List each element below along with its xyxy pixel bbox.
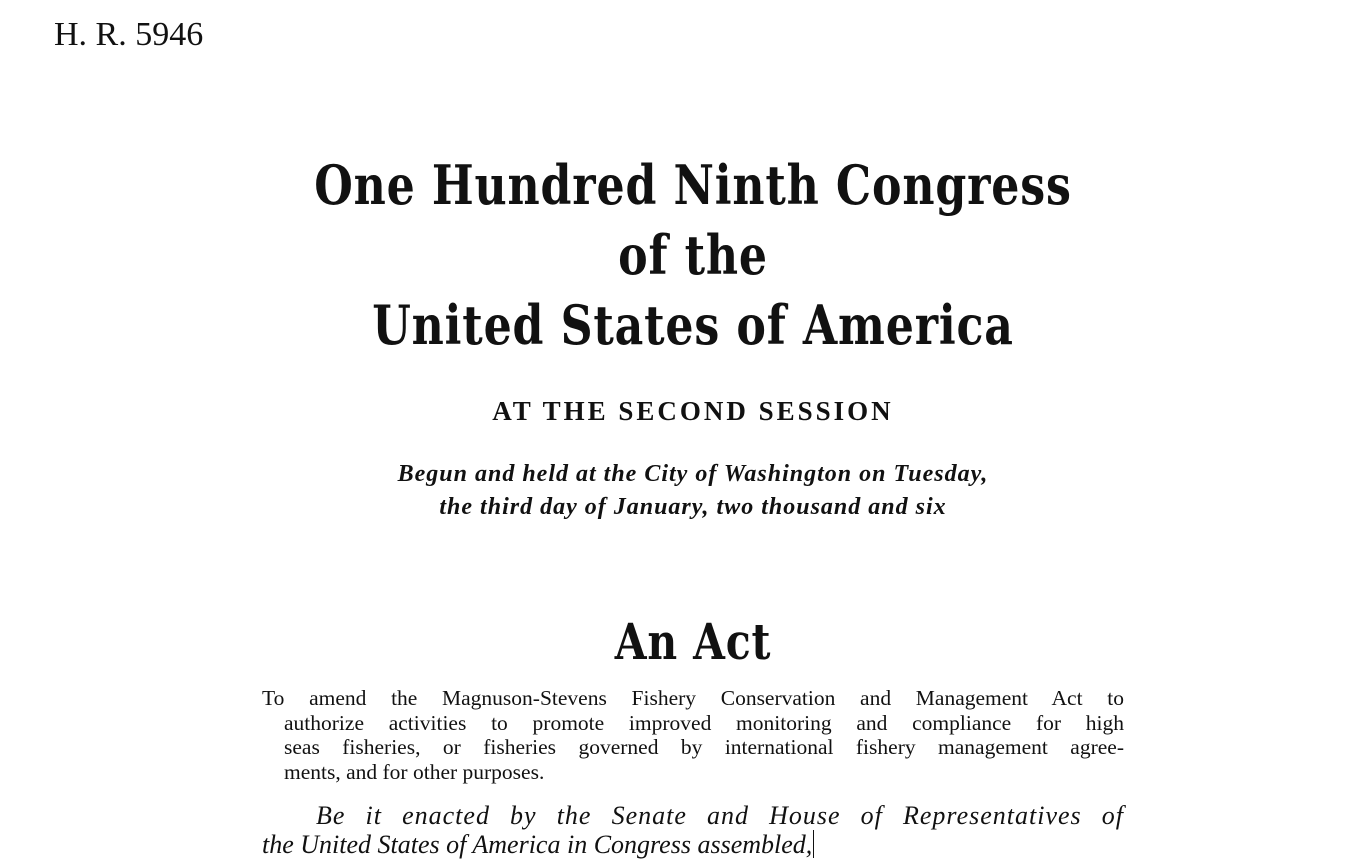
purpose-line-1: To amend the Magnuson-Stevens Fishery Conservation and Management Act to xyxy=(262,686,1124,710)
congress-title-line-1: One Hundred Ninth Congress xyxy=(314,153,1072,217)
enacting-line-2-text: the United States of America in Congress assembled, xyxy=(262,830,813,859)
bill-number: H. R. 5946 xyxy=(54,16,204,53)
begun-line-2: the third day of January, two thousand and six xyxy=(439,494,947,520)
begun-line-1: Begun and held at the City of Washington on Tuesday, xyxy=(397,461,989,487)
session-heading: AT THE SECOND SESSION xyxy=(492,396,894,426)
congress-title-line-2: of the xyxy=(618,223,768,287)
text-cursor xyxy=(813,830,814,858)
act-heading-text: An Act xyxy=(614,612,772,671)
congress-title-line-3: United States of America xyxy=(372,293,1014,357)
act-heading xyxy=(0,612,1359,672)
enacting-line-1: Be it enacted by the Senate and House of Representatives of xyxy=(316,801,1124,830)
purpose-line-3: seas fisheries, or fisheries governed by international fishery management agree- xyxy=(284,735,1124,759)
purpose-line-2: authorize activities to promote improved monitoring and compliance for high xyxy=(284,710,1124,735)
enacting-line-2 xyxy=(262,830,1124,859)
purpose-paragraph[interactable] xyxy=(262,686,1124,784)
purpose-line-4: ments, and for other purposes. xyxy=(284,759,545,784)
congress-title xyxy=(0,150,1359,360)
enacting-clause[interactable] xyxy=(262,802,1124,859)
begun-statement xyxy=(0,458,1359,524)
